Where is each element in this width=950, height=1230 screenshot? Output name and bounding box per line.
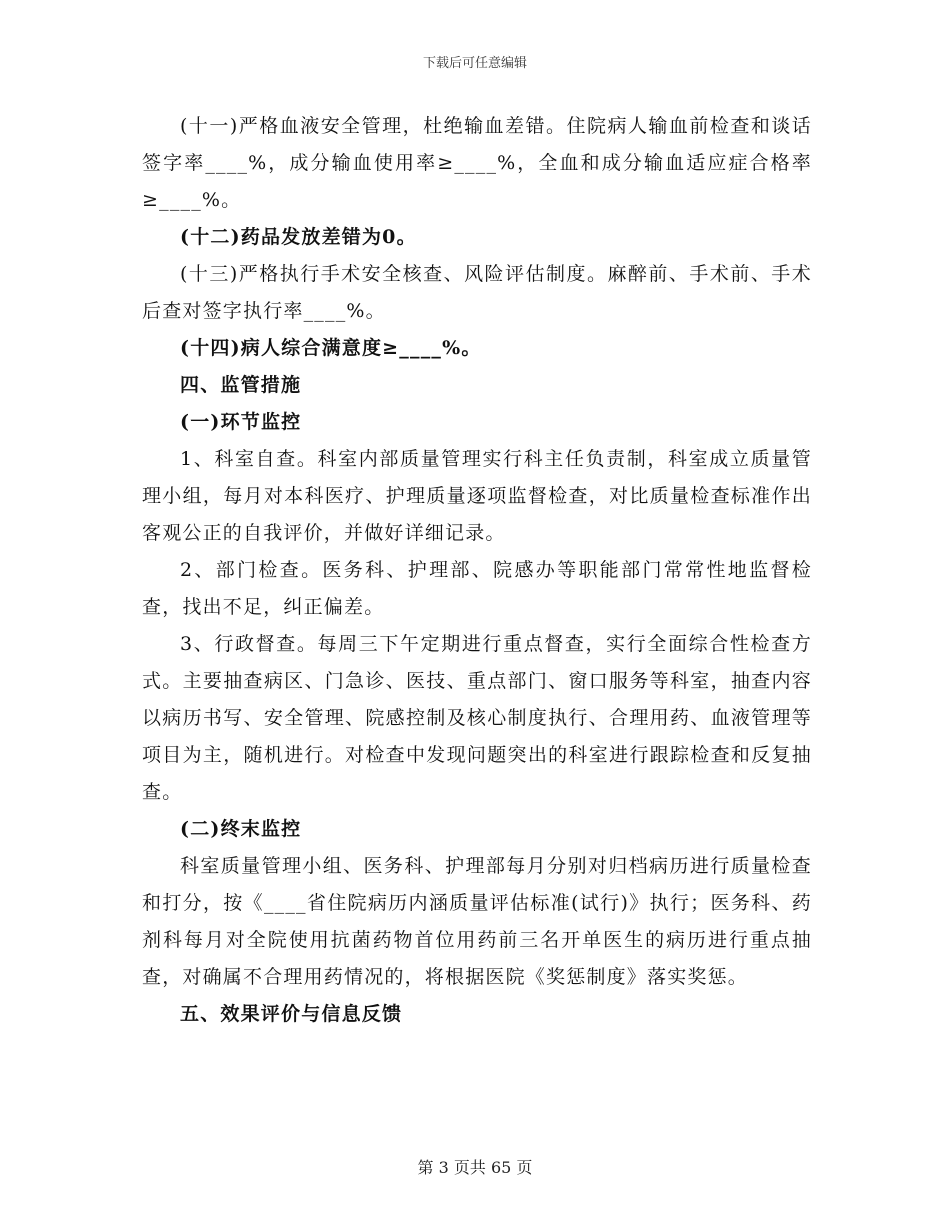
subheading-process-monitoring: (一)环节监控 (180, 411, 302, 433)
paragraph-drug-dispensing: (十二)药品发放差错为0。 (180, 226, 417, 248)
section-heading-supervision: 四、监管措施 (180, 374, 302, 396)
paragraph-administrative-supervision: 3、行政督查。每周三下午定期进行重点督查，实行全面综合性检查方式。主要抽查病区、门急诊、医技、重点部门、窗口服务等科室，抽查内容以病历书写、安全管理、院感控制及核心制度执行、合理用药、血液管理等项目为主，随机进行。对检查中发现问题突出的科室进行跟踪检查和反复抽查。 (142, 633, 812, 803)
paragraph-self-inspection: 1、科室自查。科室内部质量管理实行科主任负责制，科室成立质量管理小组，每月对本科医疗、护理质量逐项监督检查，对比质量检查标准作出客观公正的自我评价，并做好详细记录。 (142, 448, 812, 544)
paragraph-blood-safety: (十一)严格血液安全管理，杜绝输血差错。住院病人输血前检查和谈话签字率____%，成分输血使用率≥____%，全血和成分输血适应症合格率≥____%。 (142, 115, 812, 211)
paragraph-department-inspection: 2、部门检查。医务科、护理部、院感办等职能部门常常性地监督检查，找出不足，纠正偏差。 (142, 559, 812, 618)
paragraph-surgical-safety: (十三)严格执行手术安全核查、风险评估制度。麻醉前、手术前、手术后查对签字执行率____%。 (142, 263, 812, 322)
paragraph-patient-satisfaction: (十四)病人综合满意度≥____%。 (180, 337, 482, 359)
subheading-final-monitoring: (二)终末监控 (180, 818, 302, 840)
page-footer: 第 3 页共 65 页 (417, 1158, 533, 1177)
paragraph-record-review: 科室质量管理小组、医务科、护理部每月分别对归档病历进行质量检查和打分，按《____省住院病历内涵质量评估标准(试行)》执行；医务科、药剂科每月对全院使用抗菌药物首位用药前三名开单医生的病历进行重点抽查，对确属不合理用药情况的，将根据医院《奖惩制度》落实奖惩。 (142, 855, 812, 988)
document-body (142, 108, 812, 1033)
section-heading-evaluation: 五、效果评价与信息反馈 (180, 1003, 403, 1025)
page-header: 下载后可任意编辑 (422, 56, 527, 71)
